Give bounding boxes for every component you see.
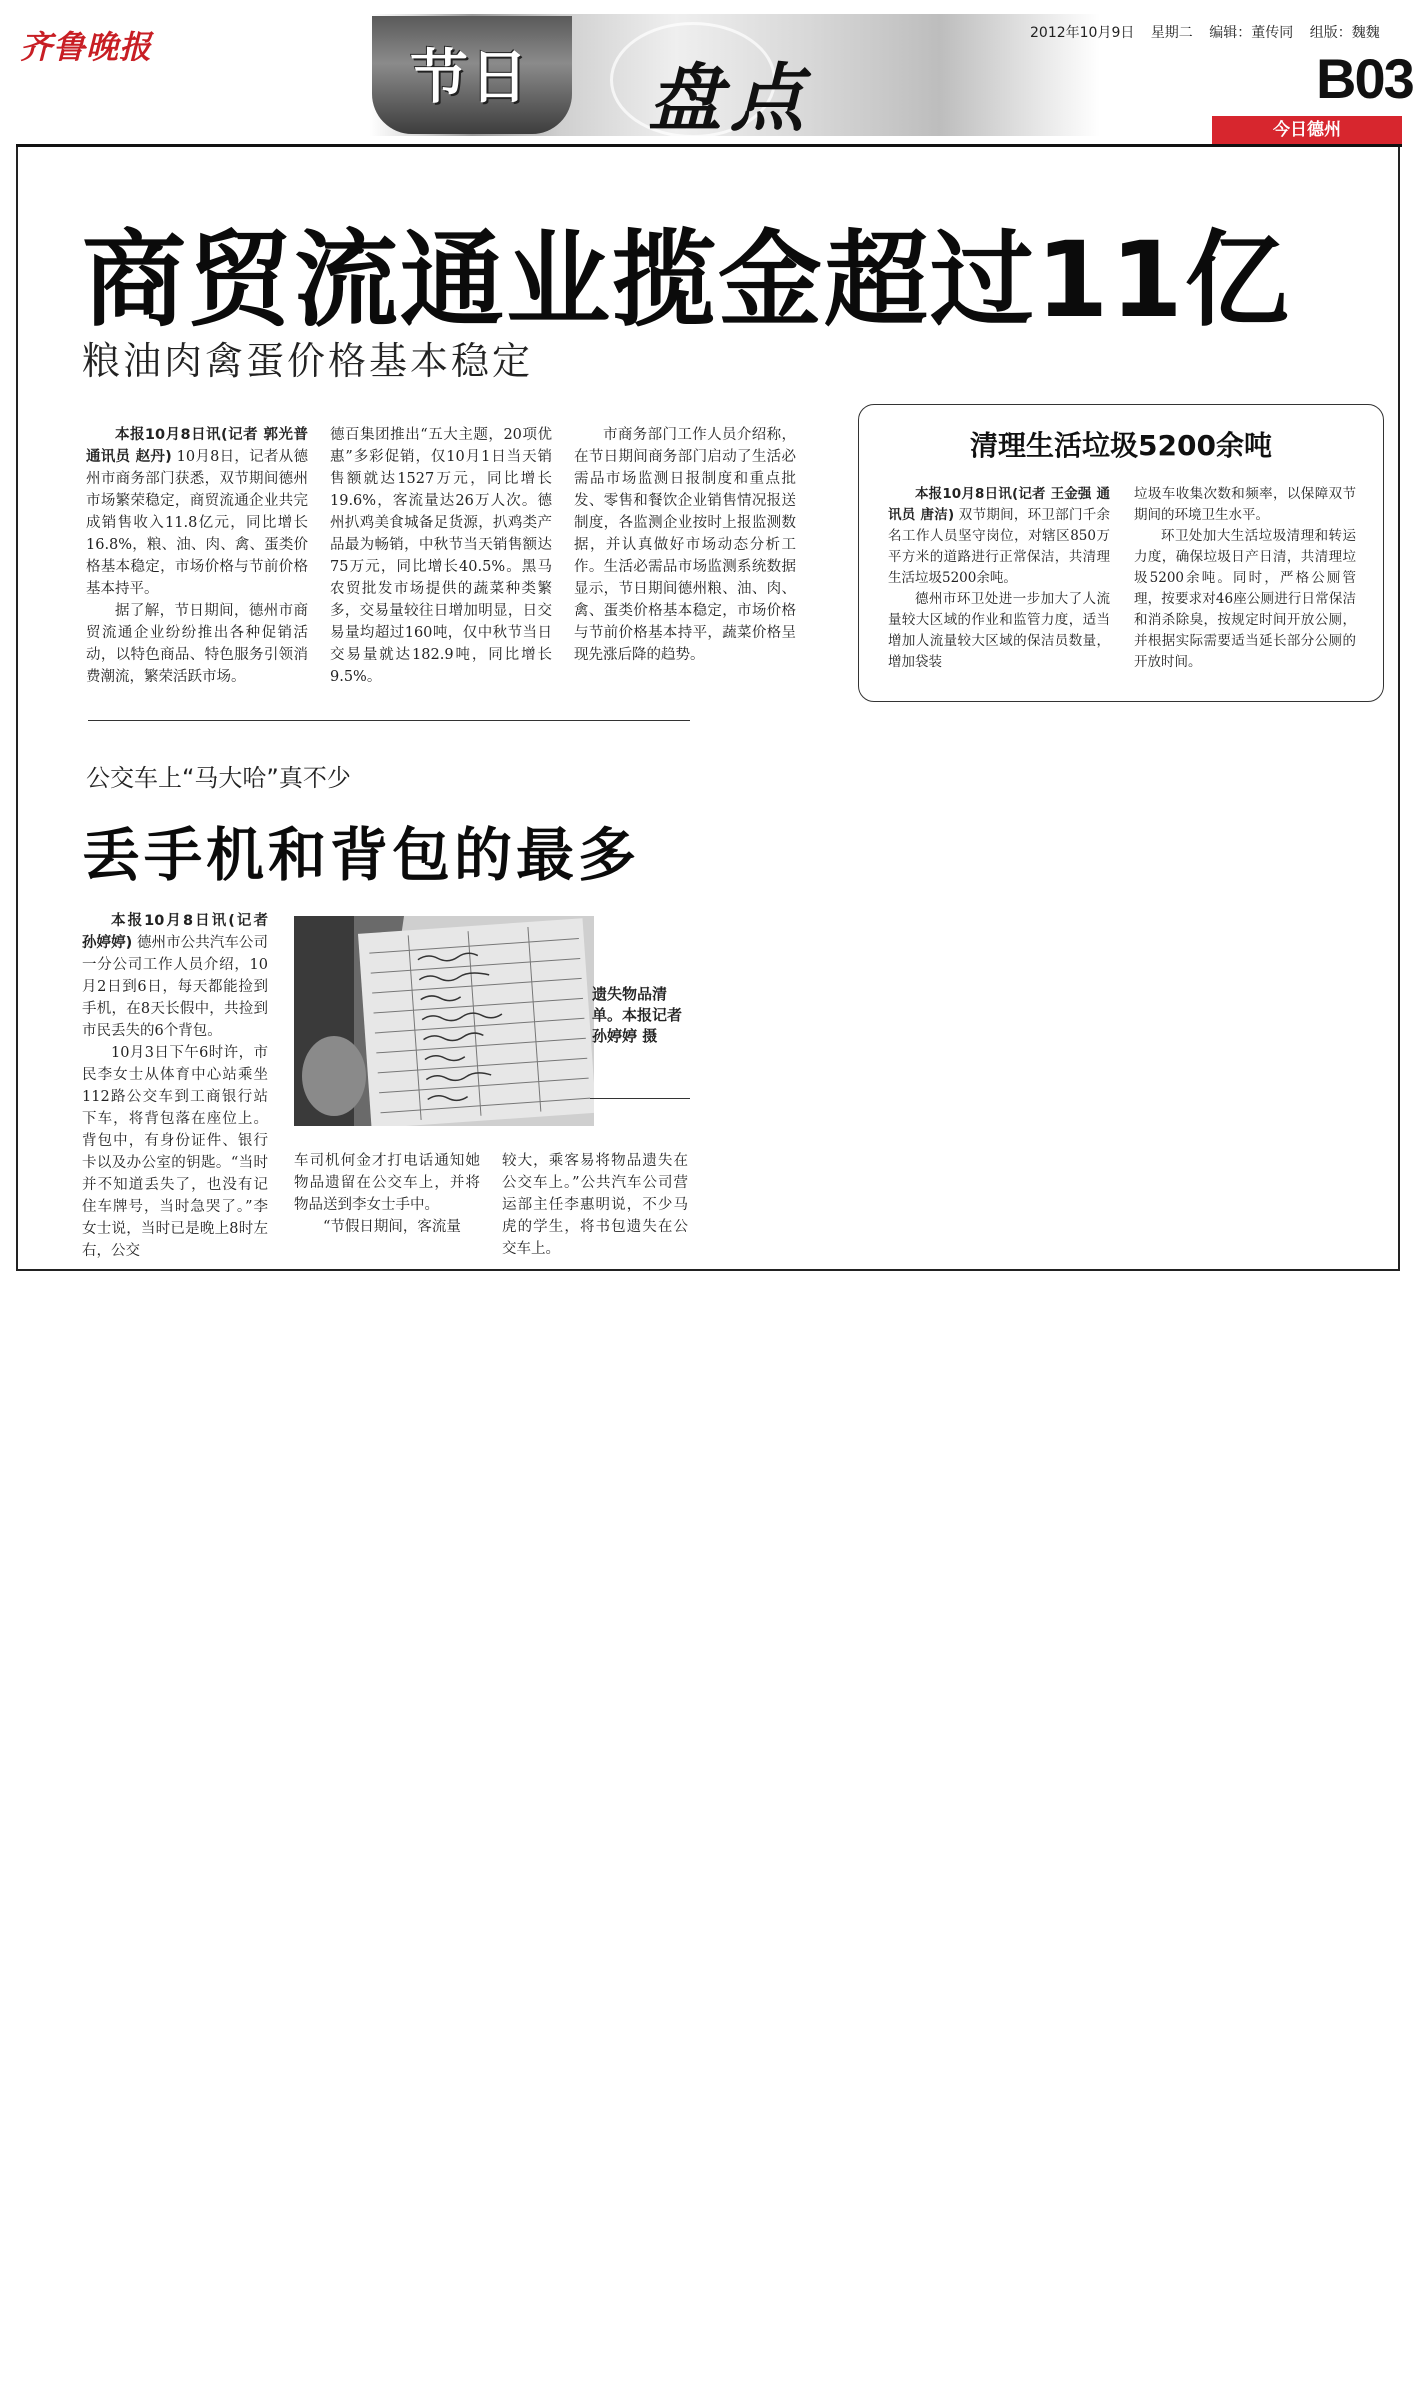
story1-col2-text: 德百集团推出“五大主题，20项优惠”多彩促销，仅10月1日当天销售额就达1527万元，同比增长19.6%，客流量达26万人次。德州扒鸡美食城备足货源，扒鸡类产品最为畅销，中秋节当天销售额达75万元，同比增长40.5%。黑马农贸批发市场提供的蔬菜种类繁多，交易量较往日增加明显，日交易量均超过160吨，仅中秋节当日交易量就达182.9吨，同比增长9.5%。 <box>330 427 552 685</box>
story2-column-2 <box>294 1150 480 1238</box>
section-title-part2: 盘点 <box>648 56 812 142</box>
story1-col1-text2: 据了解，节日期间，德州市商贸流通企业纷纷推出各种促销活动，以特色商品、特色服务引领消费潮流，繁荣活跃市场。 <box>86 603 308 685</box>
box-story-title: 清理生活垃圾5200余吨 <box>970 429 1272 462</box>
box-story-column-1 <box>888 484 1110 673</box>
lost-items-photo <box>294 916 594 1126</box>
story2-col3-text: 较大，乘客易将物品遗失在公交车上。”公共汽车公司营运部主任李惠明说，不少马虎的学生，将书包遗失在公交车上。 <box>502 1153 688 1257</box>
page-number: B03 <box>1316 47 1413 110</box>
box-story-lead: 本报10月8日讯(记者 王金强 通讯员 唐洁) <box>888 486 1110 523</box>
story2-column-3 <box>502 1150 688 1260</box>
photo-caption: 遗失物品清单。本报记者 孙婷婷 摄 <box>592 985 683 1045</box>
edition-ribbon: 今日德州 <box>1212 116 1402 145</box>
story2-column-1 <box>82 910 268 1262</box>
newspaper-logo: 齐鲁晚报 <box>20 28 153 66</box>
box-story-col1-text: 双节期间，环卫部门千余名工作人员坚守岗位，对辖区850万平方米的道路进行正常保洁，共清理生活垃圾5200余吨。 <box>888 507 1111 586</box>
story1-column-1 <box>86 424 308 688</box>
story1-column-3 <box>574 424 796 666</box>
issue-meta <box>1030 22 1392 42</box>
box-story-column-2 <box>1134 484 1356 673</box>
issue-editor: 编辑：董传同 <box>1209 25 1294 41</box>
story2-col1-text2: 10月3日下午6时许，市民李女士从体育中心站乘坐112路公交车到工商银行站下车，将背包落在座位上。背包中，有身份证件、银行卡以及办公室的钥匙。“当时并不知道丢失了，也没有记住车牌号，当时急哭了。”李女士说，当时已是晚上8时左右，公交 <box>82 1045 268 1259</box>
story2-lead: 本报10月8日讯(记者 孙婷婷) <box>82 913 268 951</box>
box-story-col1-text2: 德州市环卫处进一步加大了人流量较大区域的作业和监管力度，适当增加人流量较大区域的保洁员数量，增加袋装 <box>888 591 1110 670</box>
issue-date: 2012年10月9日 <box>1030 25 1135 41</box>
issue-weekday: 星期二 <box>1150 25 1193 41</box>
story1-headline: 商贸流通业揽金超过11亿 <box>82 219 1291 341</box>
section-title-part1: 节日 <box>410 43 531 111</box>
story1-column-2 <box>330 424 552 688</box>
lost-items-list-image <box>294 916 594 1126</box>
story2-col1-text: 德州市公共汽车公司一分公司工作人员介绍，10月2日到6日，每天都能捡到手机，在8天长假中，共捡到市民丢失的6个背包。 <box>82 935 268 1039</box>
story-divider <box>88 720 690 721</box>
box-story-col2-text: 垃圾车收集次数和频率，以保障双节期间的环境卫生水平。 <box>1134 486 1356 523</box>
story2-headline: 丢手机和背包的最多 <box>82 821 641 889</box>
story1-lead: 本报10月8日讯(记者 郭光普 通讯员 赵丹) <box>86 427 308 465</box>
box-story-col2-text2: 环卫处加大生活垃圾清理和转运力度，确保垃圾日产日清，共清理垃圾5200余吨。同时，严格公厕管理，按要求对46座公厕进行日常保洁和消杀除臭，按规定时间开放公厕，并根据实际需要适当延长部分公厕的开放时间。 <box>1134 528 1356 670</box>
story1-col3-text: 市商务部门工作人员介绍称，在节日期间商务部门启动了生活必需品市场监测日报制度和重点批发、零售和餐饮企业销售情况报送制度，各监测企业按时上报监测数据，并认真做好市场动态分析工作。生活必需品市场监测系统数据显示，节日期间德州粮、油、肉、禽、蛋类价格基本稳定，市场价格与节前价格基本持平，蔬菜价格呈现先涨后降的趋势。 <box>574 427 796 663</box>
issue-layout-editor: 组版：魏魏 <box>1309 25 1380 41</box>
story1-subheadline: 粮油肉禽蛋价格基本稳定 <box>82 339 534 383</box>
story2-col2-text2: “节假日期间，客流量 <box>323 1219 461 1235</box>
story2-col2-text: 车司机何金才打电话通知她物品遗留在公交车上，并将物品送到李女士手中。 <box>294 1153 480 1213</box>
story1-col1-text: 10月8日，记者从德州市商务部门获悉，双节期间德州市场繁荣稳定，商贸流通企业共完成销售收入11.8亿元，同比增长16.8%，粮、油、肉、禽、蛋类价格基本稳定，市场价格与节前价格基本持平。 <box>86 449 308 597</box>
caption-rule <box>590 1098 690 1099</box>
story2-kicker: 公交车上“马大哈”真不少 <box>86 764 351 792</box>
